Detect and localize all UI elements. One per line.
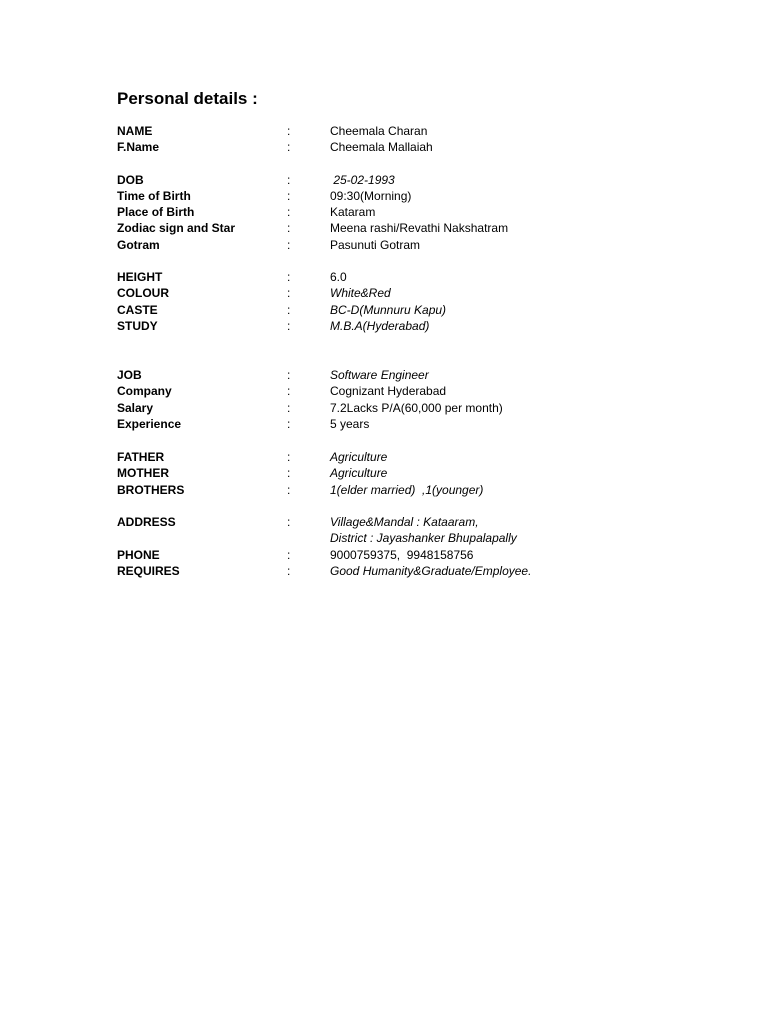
row-value: 9000759375, 9948158756 [330, 548, 474, 562]
row-value: Software Engineer [330, 368, 429, 382]
row-label: Time of Birth [117, 189, 191, 203]
row-label: REQUIRES [117, 564, 180, 578]
row-value: Cognizant Hyderabad [330, 384, 447, 398]
detail-row-address-continued [0, 530, 768, 546]
row-separator: : [287, 319, 291, 333]
detail-row-company [0, 383, 768, 399]
row-separator: : [287, 270, 291, 284]
row-label: Place of Birth [117, 205, 195, 219]
row-separator: : [287, 450, 291, 464]
row-label: BROTHERS [117, 483, 185, 497]
row-value: 6.0 [330, 270, 347, 284]
row-separator: : [287, 564, 291, 578]
detail-row-name [0, 123, 768, 139]
row-value: White&Red [330, 286, 391, 300]
row-value: 5 years [330, 417, 370, 431]
row-value: 25-02-1993 [330, 173, 395, 187]
row-separator: : [287, 401, 291, 415]
detail-row-phone [0, 547, 768, 563]
page-title: Personal details : [117, 89, 258, 108]
detail-row-brothers [0, 482, 768, 498]
row-separator: : [287, 286, 291, 300]
row-separator: : [287, 515, 291, 529]
row-value: 09:30(Morning) [330, 189, 412, 203]
row-separator: : [287, 205, 291, 219]
row-value: Cheemala Mallaiah [330, 140, 433, 154]
detail-row-place-of-birth [0, 204, 768, 220]
detail-row-experience [0, 416, 768, 432]
row-label: JOB [117, 368, 142, 382]
detail-row-dob [0, 172, 768, 188]
detail-row-father-name [0, 139, 768, 155]
row-value: M.B.A(Hyderabad) [330, 319, 430, 333]
row-label: Zodiac sign and Star [117, 221, 236, 235]
row-value: BC-D(Munnuru Kapu) [330, 303, 447, 317]
detail-row-mother [0, 465, 768, 481]
row-separator: : [287, 221, 291, 235]
row-value: Agriculture [330, 466, 388, 480]
row-label: CASTE [117, 303, 158, 317]
row-separator: : [287, 189, 291, 203]
detail-row-requires [0, 563, 768, 579]
row-label: Company [117, 384, 172, 398]
row-label: FATHER [117, 450, 165, 464]
row-value: Pasunuti Gotram [330, 238, 421, 252]
detail-row-zodiac [0, 220, 768, 236]
detail-row-caste [0, 302, 768, 318]
row-separator: : [287, 173, 291, 187]
detail-row-time-of-birth [0, 188, 768, 204]
row-separator: : [287, 238, 291, 252]
row-value: 1(elder married) ,1(younger) [330, 483, 484, 497]
row-label: Gotram [117, 238, 160, 252]
row-label: F.Name [117, 140, 160, 154]
row-separator: : [287, 368, 291, 382]
row-value: Agriculture [330, 450, 388, 464]
row-label: Experience [117, 417, 182, 431]
row-label: DOB [117, 173, 144, 187]
row-separator: : [287, 140, 291, 154]
row-separator: : [287, 466, 291, 480]
row-separator: : [287, 124, 291, 138]
row-separator: : [287, 548, 291, 562]
detail-row-job [0, 367, 768, 383]
row-value: District : Jayashanker Bhupalapally [330, 531, 517, 545]
detail-row-gotram [0, 237, 768, 253]
row-separator: : [287, 483, 291, 497]
row-label: NAME [117, 124, 153, 138]
row-label: ADDRESS [117, 515, 176, 529]
row-separator: : [287, 417, 291, 431]
detail-row-study [0, 318, 768, 334]
detail-row-salary [0, 400, 768, 416]
row-label: PHONE [117, 548, 160, 562]
row-value: Meena rashi/Revathi Nakshatram [330, 221, 509, 235]
row-label: HEIGHT [117, 270, 163, 284]
row-value: Kataram [330, 205, 376, 219]
row-label: MOTHER [117, 466, 169, 480]
row-value: 7.2Lacks P/A(60,000 per month) [330, 401, 503, 415]
row-separator: : [287, 303, 291, 317]
row-value: Good Humanity&Graduate/Employee. [330, 564, 532, 578]
row-label: STUDY [117, 319, 158, 333]
row-value: Cheemala Charan [330, 124, 428, 138]
detail-row-address [0, 514, 768, 530]
detail-row-father [0, 449, 768, 465]
row-label: COLOUR [117, 286, 169, 300]
row-separator: : [287, 384, 291, 398]
detail-row-height [0, 269, 768, 285]
detail-row-colour [0, 285, 768, 301]
row-value: Village&Mandal : Kataaram, [330, 515, 479, 529]
row-label: Salary [117, 401, 154, 415]
